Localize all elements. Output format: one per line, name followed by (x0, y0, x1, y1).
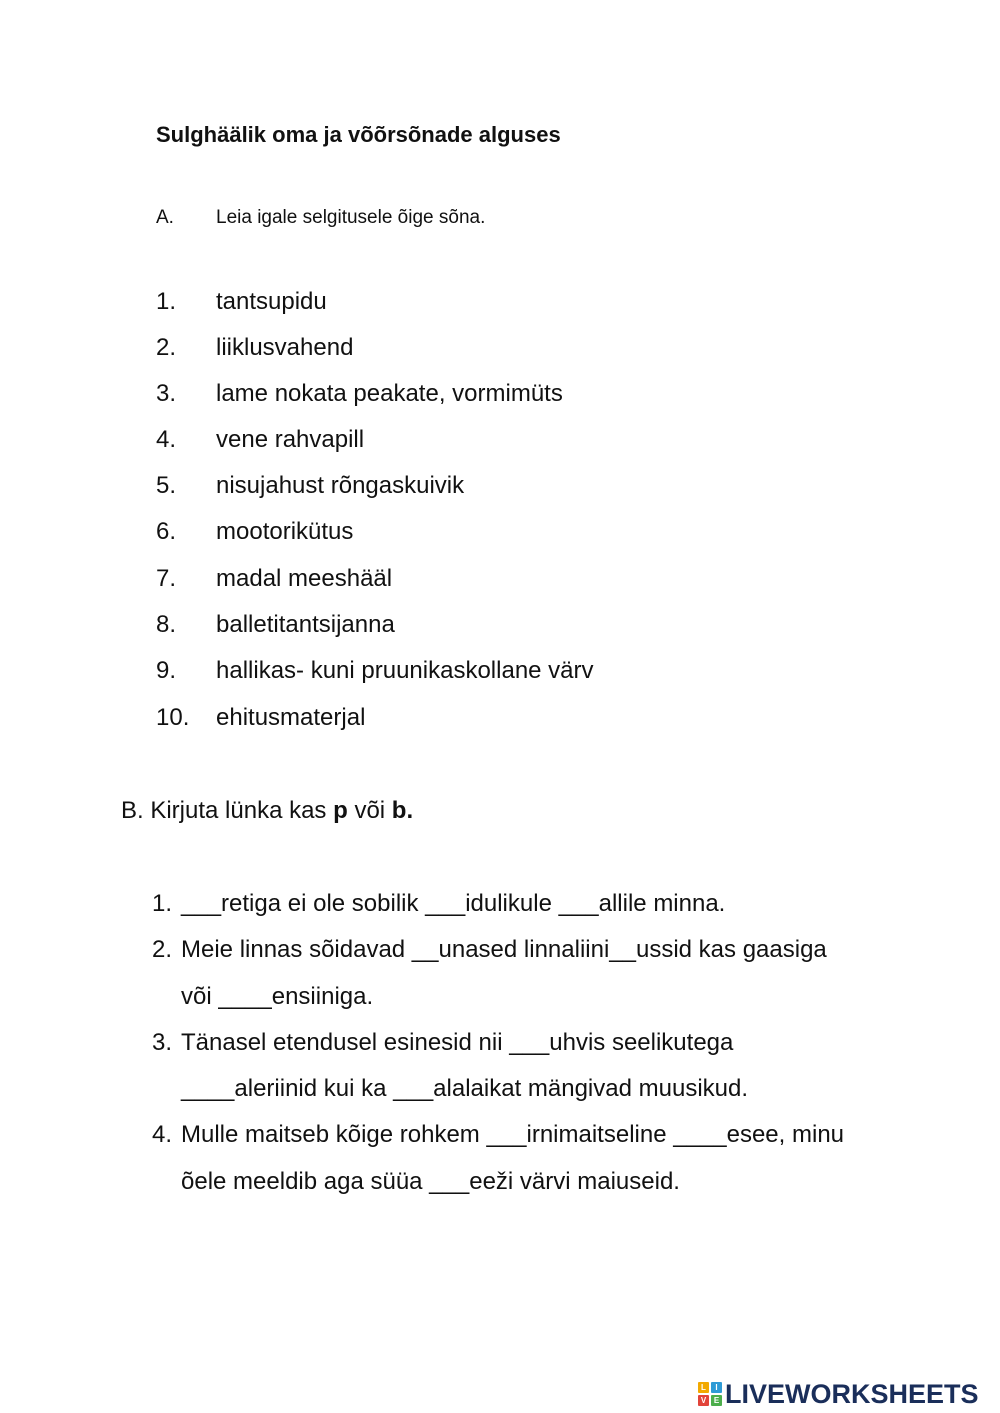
section-b-bold-b: b. (391, 797, 414, 824)
sentence-number: 2. (152, 936, 173, 963)
list-item-number: 6. (156, 518, 177, 545)
sentence-line: Mulle maitseb kõige rohkem ___irnimaitseline ____esee, minu (181, 1121, 845, 1148)
sentence-line: ____aleriinid kui ka ___alalaikat mängivad muusikud. (181, 1075, 749, 1102)
list-item: ehitusmaterjal (216, 704, 366, 731)
page-title: Sulghäälik oma ja võõrsõnade alguses (156, 122, 561, 147)
list-item: vene rahvapill (216, 426, 365, 453)
list-item-number: 1. (156, 288, 177, 315)
section-a-instruction: Leia igale selgitusele õige sõna. (216, 207, 486, 228)
sentence-line: ___retiga ei ole sobilik ___idulikule ___allile minna. (181, 890, 726, 917)
section-b-bold-p: p (333, 797, 348, 824)
liveworksheets-logo[interactable] (698, 1378, 979, 1410)
section-a-letter: A. (156, 207, 174, 228)
sentence-line: Tänasel etendusel esinesid nii ___uhvis seelikutega (181, 1029, 734, 1056)
logo-grid-cell: I (711, 1382, 722, 1393)
list-item: balletitantsijanna (216, 611, 395, 638)
list-item: madal meeshääl (216, 565, 393, 592)
sentence-line: õele meeldib aga süüa ___eeži värvi maiuseid. (181, 1168, 680, 1195)
list-item: liiklusvahend (216, 334, 354, 361)
logo-text: LIVEWORKSHEETS (725, 1378, 979, 1409)
logo-grid-icon (698, 1382, 722, 1406)
list-item-number: 2. (156, 334, 177, 361)
list-item: mootorikütus (216, 518, 354, 545)
list-item-number: 10. (156, 704, 190, 731)
list-item-number: 9. (156, 657, 177, 684)
list-item: nisujahust rõngaskuivik (216, 472, 465, 499)
list-item-number: 7. (156, 565, 177, 592)
sentence-number: 3. (152, 1029, 173, 1056)
section-b-middle: või (347, 797, 392, 824)
list-item-number: 3. (156, 380, 177, 407)
section-b-instruction (121, 797, 413, 825)
list-item: tantsupidu (216, 288, 327, 315)
sentence-line: või ____ensiiniga. (181, 983, 374, 1010)
list-item: hallikas- kuni pruunikaskollane värv (216, 657, 594, 684)
logo-grid-cell: L (698, 1382, 709, 1393)
sentence-number: 4. (152, 1121, 173, 1148)
list-item-number: 5. (156, 472, 177, 499)
list-item-number: 8. (156, 611, 177, 638)
list-item-number: 4. (156, 426, 177, 453)
list-item: lame nokata peakate, vormimüts (216, 380, 563, 407)
logo-grid-cell: V (698, 1395, 709, 1406)
sentence-line: Meie linnas sõidavad __unased linnaliini__ussid kas gaasiga (181, 936, 827, 963)
logo-grid-cell: E (711, 1395, 722, 1406)
sentence-number: 1. (152, 890, 173, 917)
section-b-prefix: B. Kirjuta lünka kas (121, 797, 334, 824)
